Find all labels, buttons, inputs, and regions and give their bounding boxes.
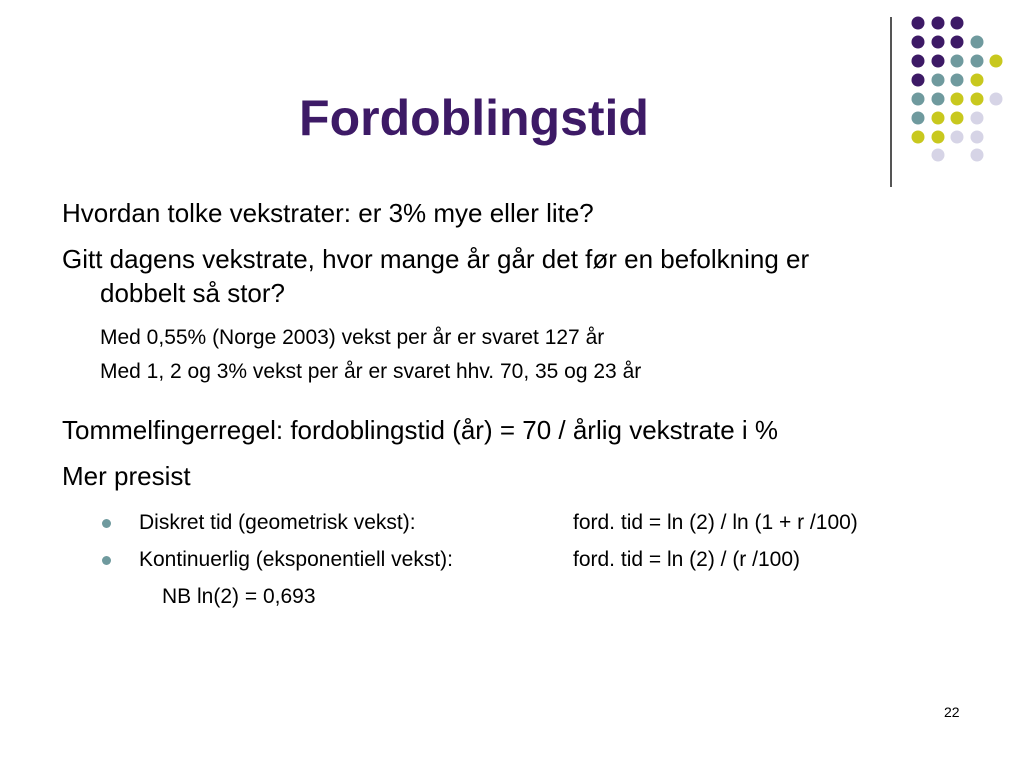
dot: [932, 17, 945, 30]
bullet-label: Diskret tid (geometrisk vekst):: [139, 511, 416, 534]
answer-rates: Med 1, 2 og 3% vekst per år er svaret hhv. 70, 35 og 23 år: [100, 360, 642, 383]
dot: [912, 36, 925, 49]
bullet-dot: [102, 519, 111, 528]
ln2-note: NB ln(2) = 0,693: [162, 585, 316, 608]
dot: [990, 55, 1003, 68]
bullet-continuous: [62, 541, 962, 578]
bullet-formula: ford. tid = ln (2) / (r /100): [573, 548, 801, 571]
answer-norway: Med 0,55% (Norge 2003) vekst per år er svaret 127 år: [100, 326, 605, 349]
dot: [951, 112, 964, 125]
page-number: 22: [944, 704, 960, 720]
dot: [951, 131, 964, 144]
bullet-dot: [102, 556, 111, 565]
dot: [971, 93, 984, 106]
slide-title: Fordoblingstid: [299, 90, 649, 146]
dot: [951, 17, 964, 30]
dot: [912, 55, 925, 68]
dot: [971, 55, 984, 68]
dot: [971, 74, 984, 87]
dot: [932, 36, 945, 49]
question-2-line-2: dobbelt så stor?: [100, 278, 286, 308]
dot: [990, 93, 1003, 106]
dot: [912, 17, 925, 30]
dot: [971, 131, 984, 144]
dot: [971, 149, 984, 162]
dot: [951, 36, 964, 49]
dot: [951, 55, 964, 68]
question-2-line-1: Gitt dagens vekstrate, hvor mange år går det før en befolkning er: [62, 244, 810, 274]
rule-of-thumb: Tommelfingerregel: fordoblingstid (år) = 70 / årlig vekstrate i %: [62, 415, 779, 445]
dot: [971, 36, 984, 49]
dot: [932, 55, 945, 68]
question-1: Hvordan tolke vekstrater: er 3% mye eller lite?: [62, 198, 594, 228]
bullet-label: Kontinuerlig (eksponentiell vekst):: [139, 548, 453, 571]
dot: [951, 74, 964, 87]
dot: [971, 112, 984, 125]
bullet-discrete: [62, 504, 962, 541]
slide-body: [62, 196, 962, 615]
more-precise: Mer presist: [62, 461, 191, 491]
bullet-formula: ford. tid = ln (2) / ln (1 + r /100): [573, 511, 858, 534]
dot: [951, 93, 964, 106]
